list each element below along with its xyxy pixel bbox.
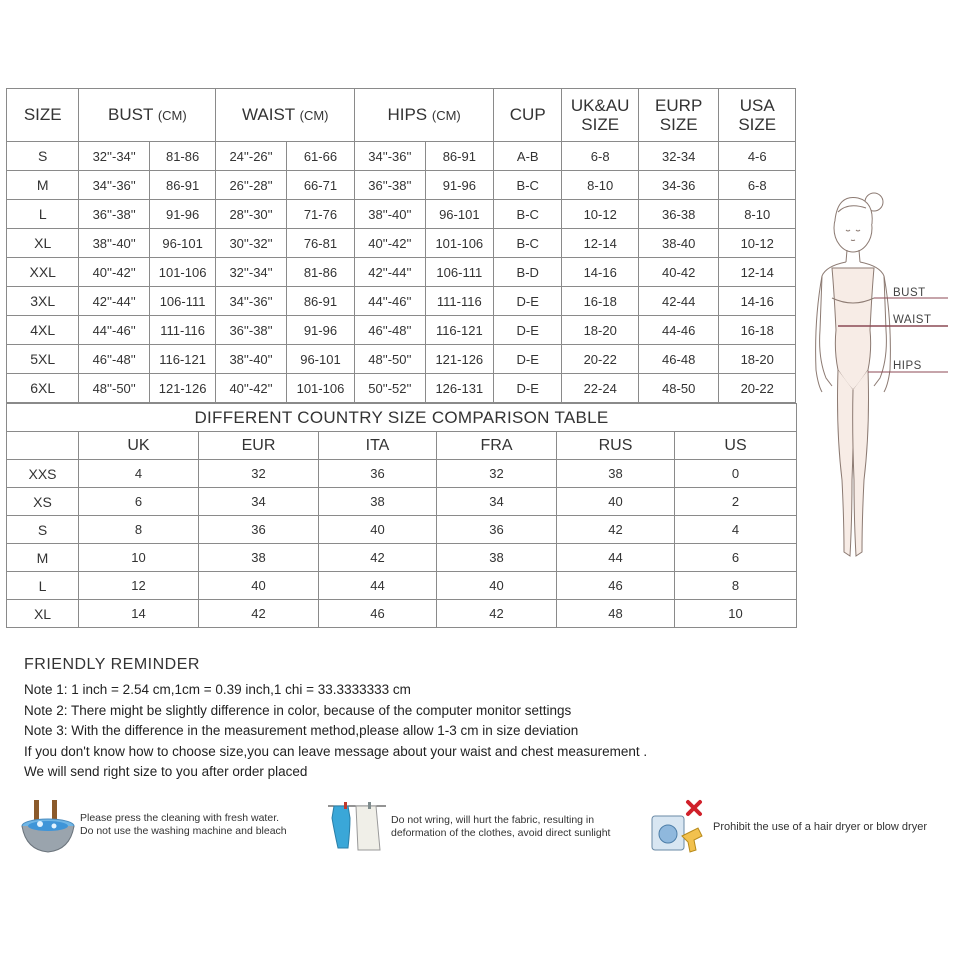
comparison-value-cell: 32 [199,460,319,488]
header-usa-size: USA SIZE [719,89,796,142]
size-value-cell: 42''-44'' [79,287,149,316]
size-row [7,258,796,287]
size-value-cell: 36''-38'' [79,200,149,229]
header-ukau-size: UK&AU SIZE [562,89,638,142]
comparison-header-cell: ITA [319,432,437,460]
size-label-cell: L [7,200,79,229]
size-value-cell: 34''-36'' [355,142,425,171]
comparison-value-cell: 32 [437,460,557,488]
size-value-cell: 44''-46'' [79,316,149,345]
size-value-cell: 46''-48'' [79,345,149,374]
size-row [7,345,796,374]
comparison-size-cell: M [7,544,79,572]
comparison-value-cell: 44 [557,544,675,572]
size-value-cell: 96-101 [149,229,215,258]
size-value-cell: 121-126 [149,374,215,403]
reminder-note-2: Note 2: There might be slightly difference in color, because of the computer monitor settings [24,702,572,718]
size-value-cell: 81-86 [149,142,215,171]
comparison-value-cell: 14 [79,600,199,628]
size-value-cell: 8-10 [719,200,796,229]
size-value-cell: 10-12 [719,229,796,258]
size-value-cell: 101-106 [149,258,215,287]
comparison-size-cell: XS [7,488,79,516]
comparison-value-cell: 38 [199,544,319,572]
size-value-cell: 36-38 [638,200,719,229]
size-value-cell: 96-101 [286,345,354,374]
comparison-header-cell: FRA [437,432,557,460]
size-value-cell: 61-66 [286,142,354,171]
size-value-cell: 38-40 [638,229,719,258]
size-value-cell: 71-76 [286,200,354,229]
comparison-title: DIFFERENT COUNTRY SIZE COMPARISON TABLE [7,404,797,432]
size-value-cell: B-D [494,258,562,287]
size-value-cell: B-C [494,229,562,258]
comparison-value-cell: 44 [319,572,437,600]
comparison-value-cell: 40 [319,516,437,544]
size-value-cell: 46-48 [638,345,719,374]
size-value-cell: 48''-50'' [79,374,149,403]
size-row [7,287,796,316]
size-value-cell: 116-121 [149,345,215,374]
header-cup: CUP [494,89,562,142]
size-label-cell: S [7,142,79,171]
comparison-value-cell: 42 [319,544,437,572]
reminder-note-3: Note 3: With the difference in the measurement method,please allow 1-3 cm in size deviation [24,723,579,738]
size-value-cell: 20-22 [719,374,796,403]
size-value-cell: 20-22 [562,345,638,374]
size-value-cell: 42''-44'' [355,258,425,287]
size-row [7,171,796,200]
comparison-value-cell: 38 [557,460,675,488]
comparison-value-cell: 40 [557,488,675,516]
size-value-cell: 91-96 [425,171,493,200]
comparison-value-cell: 40 [437,572,557,600]
size-value-cell: 91-96 [286,316,354,345]
comparison-header [7,432,797,460]
comparison-value-cell: 8 [675,572,797,600]
size-value-cell: 38''-40'' [355,200,425,229]
care-wring-text: Do not wring, will hurt the fabric, resulting in deformation of the clothes, avoid direct sunlight [391,814,611,839]
size-value-cell: 26''-28'' [216,171,286,200]
comparison-header-cell: RUS [557,432,675,460]
comparison-size-cell: L [7,572,79,600]
size-value-cell: 91-96 [149,200,215,229]
comparison-header-cell: UK [79,432,199,460]
reminder-note-4: If you don't know how to choose size,you can leave message about your waist and chest measurement . [24,743,648,759]
comparison-value-cell: 2 [675,488,797,516]
size-label-cell: XL [7,229,79,258]
header-eurp-size: EURP SIZE [638,89,719,142]
comparison-row [7,544,797,572]
size-table-header [7,89,796,142]
size-value-cell: 106-111 [149,287,215,316]
size-value-cell: 16-18 [719,316,796,345]
size-value-cell: 86-91 [286,287,354,316]
size-value-cell: 18-20 [562,316,638,345]
comparison-value-cell: 4 [675,516,797,544]
comparison-size-cell: S [7,516,79,544]
size-value-cell: D-E [494,287,562,316]
size-value-cell: B-C [494,171,562,200]
size-value-cell: 14-16 [562,258,638,287]
size-value-cell: 30''-32'' [216,229,286,258]
comparison-value-cell: 42 [557,516,675,544]
size-row [7,142,796,171]
no-hair-dryer-icon [650,798,710,858]
comparison-value-cell: 6 [675,544,797,572]
comparison-value-cell: 12 [79,572,199,600]
reminder-note-1: Note 1: 1 inch = 2.54 cm,1cm = 0.39 inch,1 chi = 33.3333333 cm [24,682,411,697]
comparison-size-cell: XL [7,600,79,628]
comparison-value-cell: 38 [437,544,557,572]
size-value-cell: D-E [494,316,562,345]
label-bust: BUST [893,287,926,299]
comparison-row [7,460,797,488]
friendly-reminder [24,656,784,783]
size-value-cell: 106-111 [425,258,493,287]
header-hips: HIPS (CM) [355,89,494,142]
size-row [7,374,796,403]
header-size: SIZE [7,89,79,142]
size-value-cell: 28''-30'' [216,200,286,229]
size-row [7,200,796,229]
size-value-cell: 81-86 [286,258,354,287]
size-value-cell: 111-116 [149,316,215,345]
size-value-cell: 40''-42'' [355,229,425,258]
size-value-cell: 42-44 [638,287,719,316]
size-value-cell: 50''-52'' [355,374,425,403]
comparison-row [7,488,797,516]
comparison-value-cell: 6 [79,488,199,516]
comparison-value-cell: 48 [557,600,675,628]
size-value-cell: 111-116 [425,287,493,316]
size-value-cell: 126-131 [425,374,493,403]
size-value-cell: 6-8 [719,171,796,200]
size-value-cell: 22-24 [562,374,638,403]
comparison-value-cell: 4 [79,460,199,488]
size-value-cell: 34''-36'' [79,171,149,200]
size-value-cell: 8-10 [562,171,638,200]
size-row [7,229,796,258]
comparison-value-cell: 36 [437,516,557,544]
size-value-cell: 10-12 [562,200,638,229]
size-value-cell: 121-126 [425,345,493,374]
size-value-cell: 76-81 [286,229,354,258]
size-value-cell: 12-14 [562,229,638,258]
comparison-header-cell [7,432,79,460]
comparison-size-cell: XXS [7,460,79,488]
size-value-cell: 101-106 [286,374,354,403]
size-value-cell: 66-71 [286,171,354,200]
comparison-value-cell: 42 [199,600,319,628]
size-value-cell: 86-91 [149,171,215,200]
size-value-cell: D-E [494,345,562,374]
size-value-cell: 40''-42'' [79,258,149,287]
label-waist: WAIST [893,314,932,326]
care-dryer-text: Prohibit the use of a hair dryer or blow dryer [713,821,927,833]
comparison-row [7,600,797,628]
size-value-cell: 116-121 [425,316,493,345]
size-label-cell: XXL [7,258,79,287]
body-measurement-figure [808,180,958,565]
country-size-comparison-table [6,403,797,628]
size-value-cell: 44''-46'' [355,287,425,316]
size-value-cell: 34''-36'' [216,287,286,316]
hanging-clothes-icon [326,800,388,856]
hand-wash-basin-icon [18,798,78,858]
comparison-value-cell: 0 [675,460,797,488]
comparison-value-cell: 46 [319,600,437,628]
comparison-row [7,572,797,600]
size-value-cell: 40''-42'' [216,374,286,403]
reminder-title: FRIENDLY REMINDER [24,656,200,673]
size-value-cell: 24''-26'' [216,142,286,171]
size-value-cell: 6-8 [562,142,638,171]
size-label-cell: 6XL [7,374,79,403]
size-value-cell: 38''-40'' [216,345,286,374]
comparison-value-cell: 34 [199,488,319,516]
size-value-cell: 101-106 [425,229,493,258]
size-value-cell: 12-14 [719,258,796,287]
size-value-cell: 48''-50'' [355,345,425,374]
comparison-header-cell: US [675,432,797,460]
comparison-value-cell: 40 [199,572,319,600]
label-hips: HIPS [893,360,922,372]
size-value-cell: B-C [494,200,562,229]
size-value-cell: 36''-38'' [216,316,286,345]
size-value-cell: 46''-48'' [355,316,425,345]
size-value-cell: 40-42 [638,258,719,287]
size-label-cell: 3XL [7,287,79,316]
comparison-row [7,516,797,544]
size-chart-table [6,88,796,403]
size-label-cell: M [7,171,79,200]
comparison-value-cell: 36 [319,460,437,488]
size-value-cell: 32''-34'' [216,258,286,287]
comparison-value-cell: 8 [79,516,199,544]
size-value-cell: 32''-34'' [79,142,149,171]
size-value-cell: 16-18 [562,287,638,316]
care-wash-text: Please press the cleaning with fresh water. Do not use the washing machine and bleach [80,812,287,837]
size-value-cell: 96-101 [425,200,493,229]
size-label-cell: 4XL [7,316,79,345]
comparison-header-cell: EUR [199,432,319,460]
comparison-value-cell: 10 [79,544,199,572]
size-value-cell: 32-34 [638,142,719,171]
header-waist: WAIST (CM) [216,89,355,142]
size-value-cell: 18-20 [719,345,796,374]
comparison-value-cell: 42 [437,600,557,628]
size-value-cell: 34-36 [638,171,719,200]
size-value-cell: 4-6 [719,142,796,171]
size-row [7,316,796,345]
size-value-cell: 38''-40'' [79,229,149,258]
comparison-value-cell: 10 [675,600,797,628]
size-value-cell: 44-46 [638,316,719,345]
size-value-cell: 14-16 [719,287,796,316]
comparison-value-cell: 36 [199,516,319,544]
header-bust: BUST (CM) [79,89,216,142]
size-value-cell: A-B [494,142,562,171]
size-value-cell: 36''-38'' [355,171,425,200]
size-value-cell: 48-50 [638,374,719,403]
comparison-value-cell: 38 [319,488,437,516]
size-label-cell: 5XL [7,345,79,374]
reminder-note-5: We will send right size to you after order placed [24,764,308,779]
size-value-cell: 86-91 [425,142,493,171]
comparison-value-cell: 34 [437,488,557,516]
comparison-value-cell: 46 [557,572,675,600]
size-value-cell: D-E [494,374,562,403]
